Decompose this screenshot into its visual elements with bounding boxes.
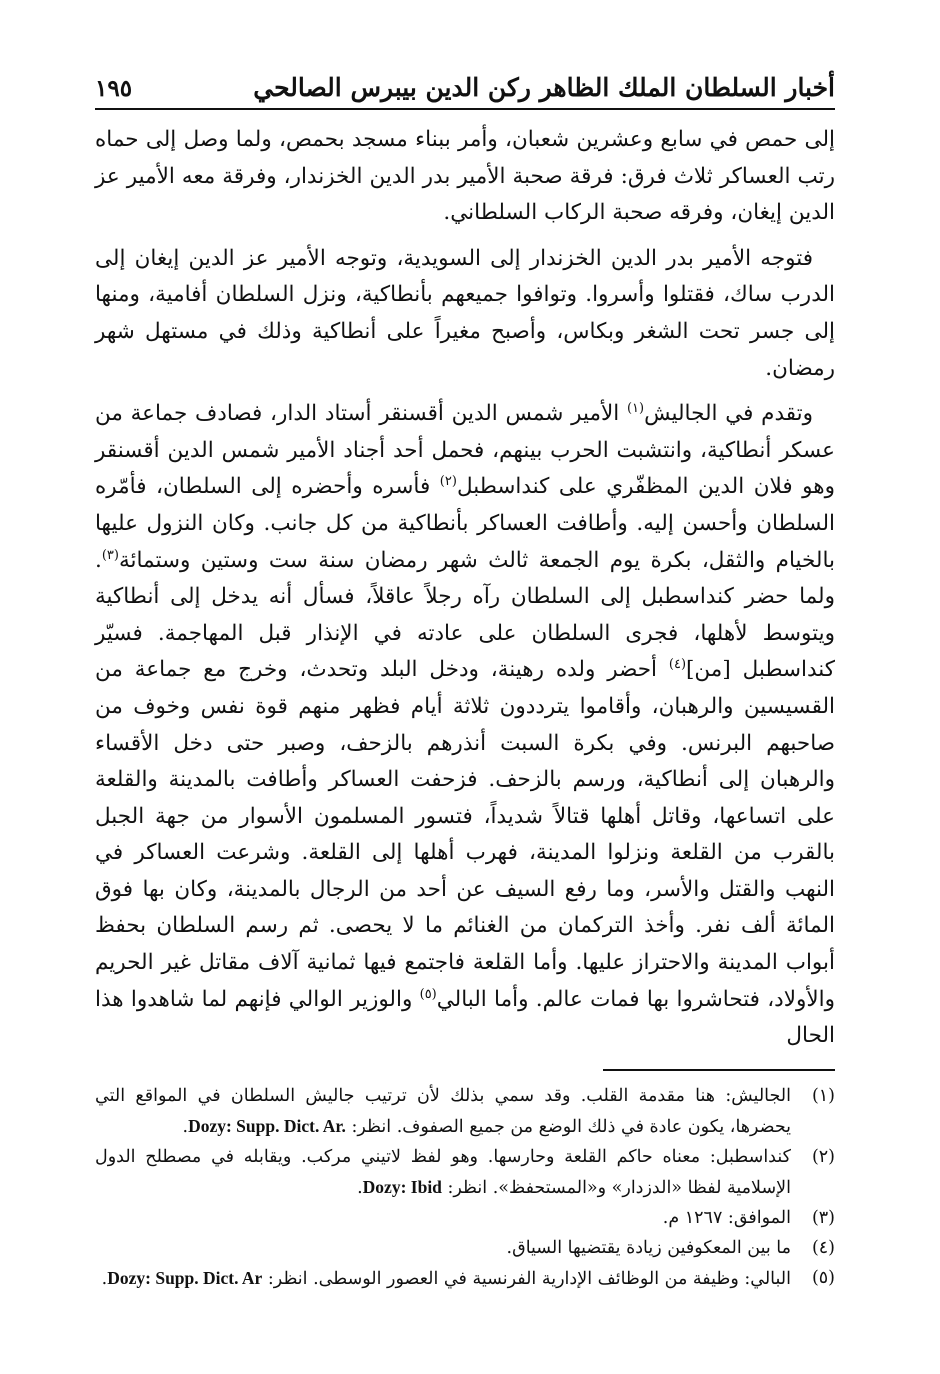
footnote-divider (603, 1069, 835, 1071)
footnote-body: كنداسطبل: معناه حاكم القلعة وحارسها. وهو لفظ لاتيني مركب. ويقابله في مصطلح الدول الإسلامية لفظا «الدزدار» و«المستحفظ». انظر: (95, 1146, 791, 1198)
paragraph-text: والوزير الوالي فإنهم لما شاهدوا هذا الحال (95, 986, 835, 1049)
paragraph-text: فتوجه الأمير بدر الدين الخزندار إلى السويدية، وتوجه الأمير عز الدين إيغان إلى الدرب ساك، فقتلوا وأسروا. وتوافوا جميعهم بأنطاكية، ونزل السلطان أفامية، ومنها إلى جسر تحت الشغر وبكاس، وأصبح مغيراً على أنطاكية وذلك في مستهل شهر رمضان. (95, 245, 835, 381)
footnote-body: الجاليش: هنا مقدمة القلب. وقد سمي بذلك لأن ترتيب جاليش السلطان في المواقع التي يحضرها، يكون عادة في ذلك الوضع من جميع الصفوف. انظر: (95, 1085, 791, 1137)
body-text (95, 122, 835, 1055)
paragraph-text: أحضر ولده رهينة، ودخل البلد وتحدث، وخرج مع جماعة من القسيسين والرهبان، وأقاموا يترددون ثلاثة أيام فظهر منهم قوة نفس وخوف من صاحبهم البرنس. وفي بكرة السبت أنذرهم بالزحف، وصبر حتى دخل الأقساء والرهبان إلى أنطاكية، ورسم بالزحف. فزحفت العساكر وأطافت بالمدينة والقلعة على اتساعها، وقاتل أهلها قتالاً شديداً، فتسور المسلمون الأسوار من جهة الجبل بالقرب من القلعة ونزلوا المدينة، فهرب أهلها إلى القلعة. وشرعت العساكر في النهب والقتل والأسر، وما رفع السيف عن أحد من الرجال بالمدينة، وكان بها فوق المائة ألف نفر. وأخذ التركمان من الغنائم ما لا يحصى. ثم رسم السلطان بحفظ أبواب المدينة والاحتراز عليها. وأما القلعة فاجتمع فيها ثمانية آلاف مقاتل غير الحريم والأولاد، فتحاشروا بها فمات عالم. وأما البالي (95, 657, 836, 1012)
footnote-text (95, 1203, 791, 1233)
paragraph-text: وتقدم في الجاليش (644, 401, 813, 427)
paragraph-text: فأسره وأحضره إلى السلطان، فأمّره السلطان وأحسن إليه. وأطافت العساكر بأنطاكية من كل جانب. وكان النزول عليها بالخيام والثقل، بكرة يوم الجمعة ثالث شهر رمضان سنة ست وستين وستمائة (95, 474, 835, 573)
footnote-tail: . (357, 1177, 363, 1198)
footnote-text (95, 1263, 791, 1294)
footnote-marker-5[interactable]: (٥) (419, 986, 437, 1002)
footnotes (95, 1081, 835, 1294)
footnote-marker-1[interactable]: (١) (626, 401, 645, 416)
page-number: ١٩٥ (95, 75, 133, 102)
footnote-citation: Dozy: Supp. Dict. Ar (107, 1267, 263, 1288)
footnote-1 (95, 1081, 835, 1142)
footnote-2 (95, 1142, 835, 1203)
paragraph-3 (95, 396, 835, 1055)
footnote-text (95, 1142, 791, 1203)
paragraph-text: إلى حمص في سابع وعشرين شعبان، وأمر ببناء مسجد بحمص، ولما وصل إلى حماه رتب العساكر ثلاث فرق: فرقة صحبة الأمير بدر الدين الخزندار، وفرقة معه الأمير عز الدين إيغان، وفرقه صحبة الركاب السلطاني. (95, 127, 835, 226)
footnote-text (95, 1081, 791, 1142)
footnote-tail: . (182, 1116, 189, 1137)
footnote-marker-3[interactable]: (٣) (101, 547, 119, 563)
footnote-number: (١) (811, 1085, 835, 1106)
footnote-body: ما بين المعكوفين زيادة يقتضيها السياق. (506, 1237, 791, 1258)
paragraph-1 (95, 122, 835, 232)
footnote-body: البالي: وظيفة من الوظائف الإدارية الفرنسية في العصور الوسطى. انظر: (267, 1268, 791, 1289)
footnote-tail: . (101, 1268, 108, 1289)
footnote-citation: Dozy: Supp. Dict. Ar. (188, 1115, 346, 1136)
book-page (95, 60, 835, 1360)
footnote-citation: Dozy: Ibid (362, 1176, 442, 1197)
paragraph-2 (95, 241, 835, 387)
footnote-number: (٤) (811, 1237, 835, 1258)
paragraph-text: الأمير شمس الدين أقسنقر أستاد الدار، فصادف جماعة من عسكر أنطاكية، وانتشبت الحرب بينهم، فحمل أحد أجناد الأمير شمس الدين أقسنقر وهو فلان الدين المظفّري على كنداسطبل (95, 401, 835, 500)
footnote-body: الموافق: ١٢٦٧ م. (662, 1207, 791, 1228)
paragraph-text: . ولما حضر كنداسطبل إلى السلطان رآه رجلاً عاقلاً، فسأل أنه يدخل إلى أنطاكية ويتوسط لأهلها، فجرى السلطان على عادته في الإنذار قبل المهاجمة. فسيّر كنداسطبل [من] (95, 547, 836, 683)
footnote-text (95, 1233, 791, 1263)
footnote-number: (٥) (811, 1267, 835, 1288)
footnote-4 (95, 1233, 835, 1263)
running-title: أخبار السلطان الملك الظاهر ركن الدين بيبرس الصالحي (253, 73, 835, 102)
footnote-marker-4[interactable]: (٤) (668, 657, 687, 673)
footnote-5 (95, 1263, 835, 1294)
footnote-number: (٣) (811, 1207, 835, 1228)
footnote-3 (95, 1203, 835, 1233)
running-header (95, 60, 835, 110)
footnote-marker-2[interactable]: (٢) (439, 474, 457, 490)
footnote-number: (٢) (811, 1146, 835, 1167)
